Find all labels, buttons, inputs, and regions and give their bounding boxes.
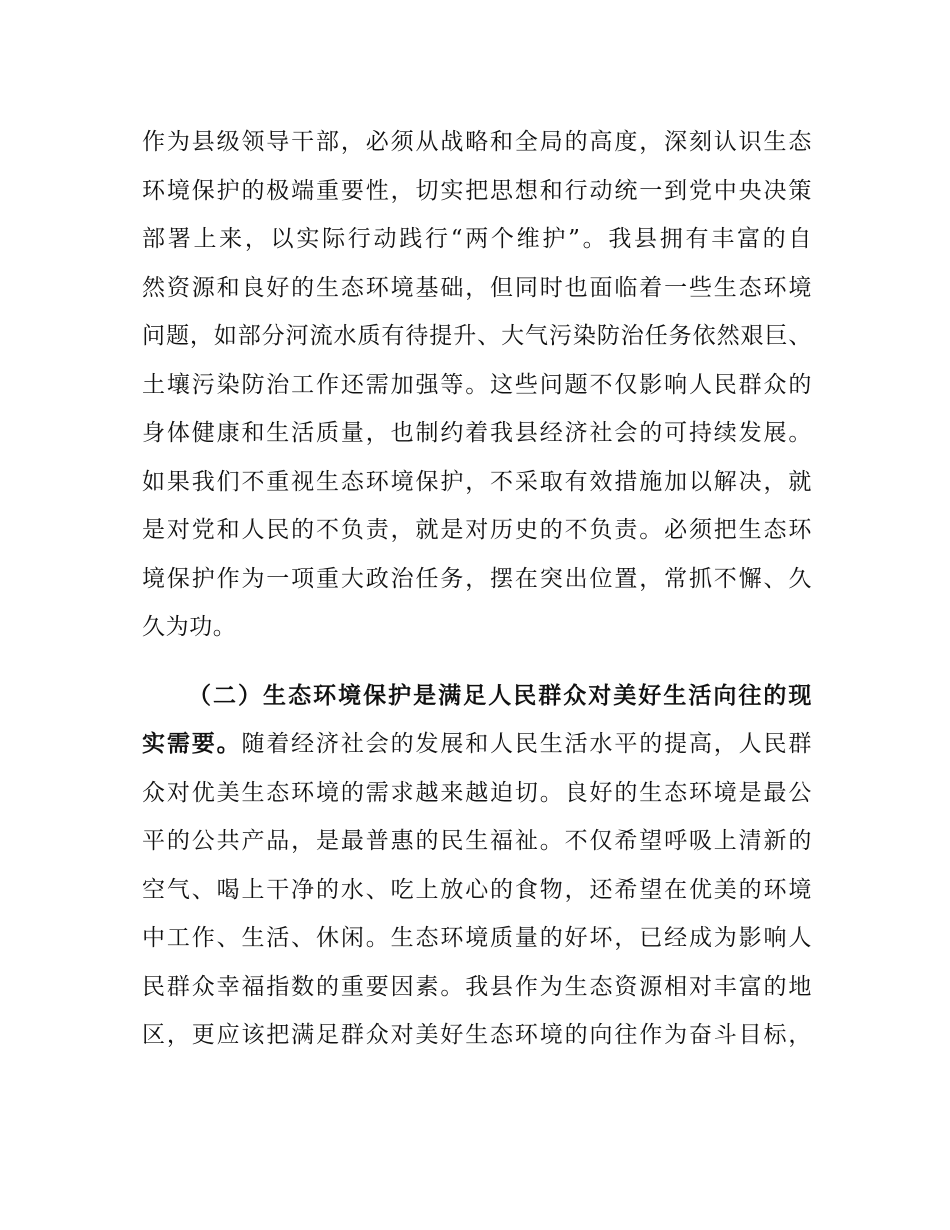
paragraph-2 <box>142 672 812 1060</box>
text-line <box>142 720 812 769</box>
text-line: 空气、喝上干净的水、吃上放心的食物，还希望在优美的环境 <box>142 876 812 903</box>
text-line: 部署上来，以实际行动践行“两个维护”。我县拥有丰富的自 <box>142 226 812 252</box>
text-line: 是对党和人民的不负责，就是对历史的不负责。必须把生态环 <box>142 517 812 543</box>
text-line: 土壤污染防治工作还需加强等。这些问题不仅影响人民群众的 <box>142 371 812 398</box>
text-line: 区，更应该把满足群众对美好生态环境的向往作为奋斗目标， <box>142 1022 812 1048</box>
text-line: 中工作、生活、休闲。生态环境质量的好坏，已经成为影响人 <box>142 925 812 951</box>
text-line: 众对优美生态环境的需求越来越迫切。良好的生态环境是最公 <box>142 779 812 806</box>
text-line: 如果我们不重视生态环境保护，不采取有效措施加以解决，就 <box>142 468 812 495</box>
section-heading: （二）生态环境保护是满足人民群众对美好生活向往的现 <box>188 682 812 709</box>
text-line: 环境保护的极端重要性，切实把思想和行动统一到党中央决策 <box>142 177 812 204</box>
text-line: 问题，如部分河流水质有待提升、大气污染防治任务依然艰巨、 <box>142 323 812 349</box>
text-line: 然资源和良好的生态环境基础，但同时也面临着一些生态环境 <box>142 274 812 301</box>
text-line: 久为功。 <box>142 614 237 640</box>
text-line: 身体健康和生活质量，也制约着我县经济社会的可持续发展。 <box>142 420 812 446</box>
document-page <box>142 118 812 1060</box>
text-line: 民群众幸福指数的重要因素。我县作为生态资源相对丰富的地 <box>142 973 812 1000</box>
paragraph-spacer <box>142 652 812 672</box>
text-run: 随着经济社会的发展和人民生活水平的提高，人民群 <box>241 731 812 757</box>
text-line: 平的公共产品，是最普惠的民生福祉。不仅希望呼吸上清新的 <box>142 828 812 854</box>
paragraph-1 <box>142 118 812 652</box>
section-heading-end: 实需要。 <box>142 731 242 757</box>
text-line: 境保护作为一项重大政治任务，摆在突出位置，常抓不懈、久 <box>142 565 812 592</box>
text-line: 作为县级领导干部，必须从战略和全局的高度，深刻认识生态 <box>142 129 812 155</box>
